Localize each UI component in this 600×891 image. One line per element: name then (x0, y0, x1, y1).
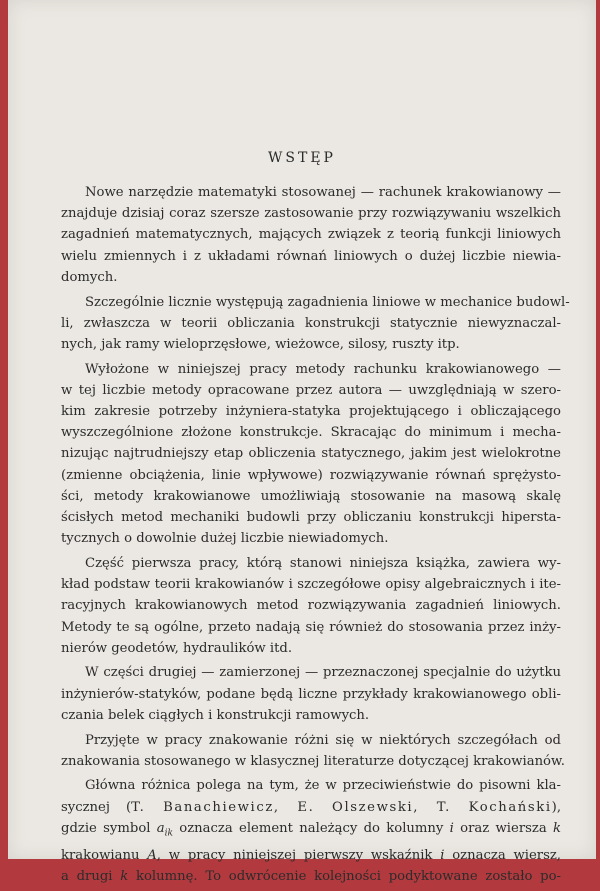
paragraph (61, 292, 570, 356)
text-line: nizując najtrudniejszy etap obliczenia statycznego, jakim jest wielokrotne (61, 446, 561, 462)
text-line: a drugi k kolumnę. To odwrócenie kolejności podyktowane zostało po- (61, 868, 561, 884)
text-line: domych. (61, 269, 118, 285)
text-line: Wyłożone w niniejszej pracy metody rachunku krakowianowego — (85, 361, 561, 377)
text-line: kład podstaw teorii krakowianów i szczegółowe opisy algebraicznych i ite- (61, 577, 561, 593)
paragraph (61, 359, 561, 550)
text-line: ścisłych metod mechaniki budowli przy obliczaniu konstrukcji hipersta- (61, 510, 561, 526)
text-line: (zmienne obciążenia, linie wpływowe) rozwiązywanie równań sprężysto- (61, 467, 561, 483)
text-line: czania belek ciągłych i konstrukcji ramowych. (61, 707, 370, 723)
text-line: racyjnych krakowianowych metod rozwiązywania zagadnień liniowych. (61, 598, 561, 614)
text-line: Część pierwsza pracy, którą stanowi niniejsza książka, zawiera wy- (85, 555, 561, 571)
text-line: krakowianu A, w pracy niniejszej pierwszy wskaźnik i oznacza wiersz, (61, 847, 561, 863)
text-line: inżynierów-statyków, podane będą liczne przykłady krakowianowego obli- (61, 686, 561, 702)
text-line: Nowe narzędzie matematyki stosowanej — rachunek krakowianowy — (85, 185, 561, 200)
author-names: T. Banachiewicz, E. Olszewski, T. Kochański (131, 799, 552, 815)
text-line: kim zakresie potrzeby inżyniera-statyka projektującego i obliczającego (61, 404, 561, 420)
text-line: nych, jak ramy wieloprzęsłowe, wieżowce, silosy, ruszty itp. (61, 336, 460, 352)
chapter-heading: WSTĘP (268, 150, 336, 166)
text-line: w tej liczbie metody opracowane przez autora — uwzględniają w szero- (61, 382, 561, 398)
paragraph (61, 553, 561, 659)
text-line: znakowania stosowanego w klasycznej literaturze dotyczącej krakowianów. (61, 753, 565, 769)
text-line: Przyjęte w pracy znakowanie różni się w niektórych szczegółach od (85, 732, 561, 748)
book-page (8, 0, 596, 884)
text-line: li, zwłaszcza w teorii obliczania konstrukcji statycznie niewyznaczal- (61, 315, 561, 331)
paragraph (61, 730, 565, 772)
text-line: wielu zmiennych i z układami równań liniowych o dużej liczbie niewia- (61, 248, 561, 264)
text-line: sycznej (T. Banachiewicz, E. Olszewski, T. Kochański), (61, 799, 562, 815)
paragraph (61, 775, 561, 887)
text-line: Szczególnie licznie występują zagadnienia liniowe w mechanice budowl- (85, 294, 570, 310)
math-symbol: a (156, 820, 165, 836)
body-text (61, 182, 570, 891)
text-line: nierów geodetów, hydraulików itd. (61, 640, 293, 656)
text-line: ści, metody krakowianowe umożliwiają stosowanie na masową skalę (61, 488, 561, 504)
text-line: wyszczególnione złożone konstrukcje. Skracając do minimum i mecha- (61, 425, 561, 441)
paragraph (61, 182, 561, 288)
text-line: tycznych o dowolnie dużej liczbie niewiadomych. (61, 531, 389, 547)
text-line: Główna różnica polega na tym, że w przeciwieństwie do pisowni kla- (85, 778, 561, 794)
paragraph (61, 662, 561, 726)
text-line: gdzie symbol $a_{ik}$ oznacza element należący do kolumny i oraz wiersza k (61, 820, 562, 839)
text-line: znajduje dzisiaj coraz szersze zastosowanie przy rozwiązywaniu wszelkich (61, 206, 561, 222)
text-line: W części drugiej — zamierzonej — przeznaczonej specjalnie do użytku (85, 665, 561, 681)
text-line: Metody te są ogólne, przeto nadają się również do stosowania przez inży- (61, 619, 561, 635)
text-line: zagadnień matematycznych, mających związek z teorią funkcji liniowych (61, 227, 561, 243)
